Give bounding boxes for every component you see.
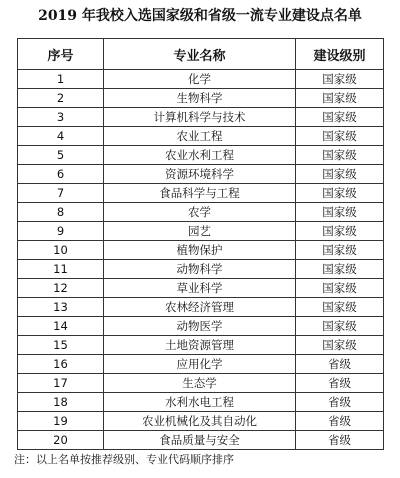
row-index-cell: 18: [18, 393, 104, 412]
header-major-name: 专业名称: [104, 39, 296, 70]
table-row: [18, 165, 384, 184]
major-name-cell: 计算机科学与技术: [104, 108, 296, 127]
table-row: [18, 70, 384, 89]
row-index-cell: 16: [18, 355, 104, 374]
level-cell: 国家级: [296, 260, 384, 279]
table-header-row: [18, 39, 384, 70]
major-name-cell: 农学: [104, 203, 296, 222]
level-cell: 省级: [296, 374, 384, 393]
header-index: 序号: [18, 39, 104, 70]
table-body: [18, 70, 384, 450]
level-cell: 国家级: [296, 298, 384, 317]
table-row: [18, 146, 384, 165]
row-index-cell: 3: [18, 108, 104, 127]
major-name-cell: 农业机械化及其自动化: [104, 412, 296, 431]
footnote: 注：以上名单按推荐级别、专业代码顺序排序: [14, 453, 234, 466]
level-cell: 国家级: [296, 165, 384, 184]
level-cell: 国家级: [296, 203, 384, 222]
table-row: [18, 127, 384, 146]
table-row: [18, 108, 384, 127]
table-row: [18, 317, 384, 336]
row-index-cell: 15: [18, 336, 104, 355]
level-cell: 国家级: [296, 108, 384, 127]
major-list-table: [17, 38, 384, 450]
header-level: 建设级别: [296, 39, 384, 70]
level-cell: 省级: [296, 393, 384, 412]
table-row: [18, 336, 384, 355]
table-row: [18, 89, 384, 108]
table-row: [18, 222, 384, 241]
level-cell: 国家级: [296, 241, 384, 260]
major-name-cell: 植物保护: [104, 241, 296, 260]
level-cell: 国家级: [296, 146, 384, 165]
major-name-cell: 应用化学: [104, 355, 296, 374]
major-name-cell: 农业水利工程: [104, 146, 296, 165]
level-cell: 国家级: [296, 317, 384, 336]
table-row: [18, 260, 384, 279]
page-title: 2019 年我校入选国家级和省级一流专业建设点名单: [38, 8, 362, 24]
row-index-cell: 20: [18, 431, 104, 450]
table-row: [18, 184, 384, 203]
row-index-cell: 1: [18, 70, 104, 89]
level-cell: 国家级: [296, 184, 384, 203]
major-name-cell: 农林经济管理: [104, 298, 296, 317]
level-cell: 国家级: [296, 127, 384, 146]
level-cell: 省级: [296, 431, 384, 450]
table-row: [18, 374, 384, 393]
row-index-cell: 8: [18, 203, 104, 222]
major-name-cell: 动物医学: [104, 317, 296, 336]
row-index-cell: 11: [18, 260, 104, 279]
level-cell: 国家级: [296, 336, 384, 355]
row-index-cell: 6: [18, 165, 104, 184]
level-cell: 国家级: [296, 279, 384, 298]
table-row: [18, 298, 384, 317]
major-name-cell: 土地资源管理: [104, 336, 296, 355]
major-name-cell: 动物科学: [104, 260, 296, 279]
level-cell: 国家级: [296, 89, 384, 108]
level-cell: 国家级: [296, 70, 384, 89]
major-name-cell: 生态学: [104, 374, 296, 393]
row-index-cell: 19: [18, 412, 104, 431]
table-row: [18, 203, 384, 222]
table-row: [18, 393, 384, 412]
row-index-cell: 2: [18, 89, 104, 108]
major-name-cell: 食品质量与安全: [104, 431, 296, 450]
major-name-cell: 水利水电工程: [104, 393, 296, 412]
level-cell: 省级: [296, 355, 384, 374]
major-name-cell: 资源环境科学: [104, 165, 296, 184]
row-index-cell: 7: [18, 184, 104, 203]
row-index-cell: 4: [18, 127, 104, 146]
major-name-cell: 园艺: [104, 222, 296, 241]
row-index-cell: 13: [18, 298, 104, 317]
major-name-cell: 草业科学: [104, 279, 296, 298]
table-row: [18, 412, 384, 431]
row-index-cell: 17: [18, 374, 104, 393]
row-index-cell: 14: [18, 317, 104, 336]
level-cell: 省级: [296, 412, 384, 431]
table-row: [18, 279, 384, 298]
table-row: [18, 355, 384, 374]
row-index-cell: 12: [18, 279, 104, 298]
table-row: [18, 431, 384, 450]
row-index-cell: 10: [18, 241, 104, 260]
level-cell: 国家级: [296, 222, 384, 241]
major-name-cell: 农业工程: [104, 127, 296, 146]
row-index-cell: 5: [18, 146, 104, 165]
table-row: [18, 241, 384, 260]
major-name-cell: 化学: [104, 70, 296, 89]
major-name-cell: 食品科学与工程: [104, 184, 296, 203]
row-index-cell: 9: [18, 222, 104, 241]
major-name-cell: 生物科学: [104, 89, 296, 108]
